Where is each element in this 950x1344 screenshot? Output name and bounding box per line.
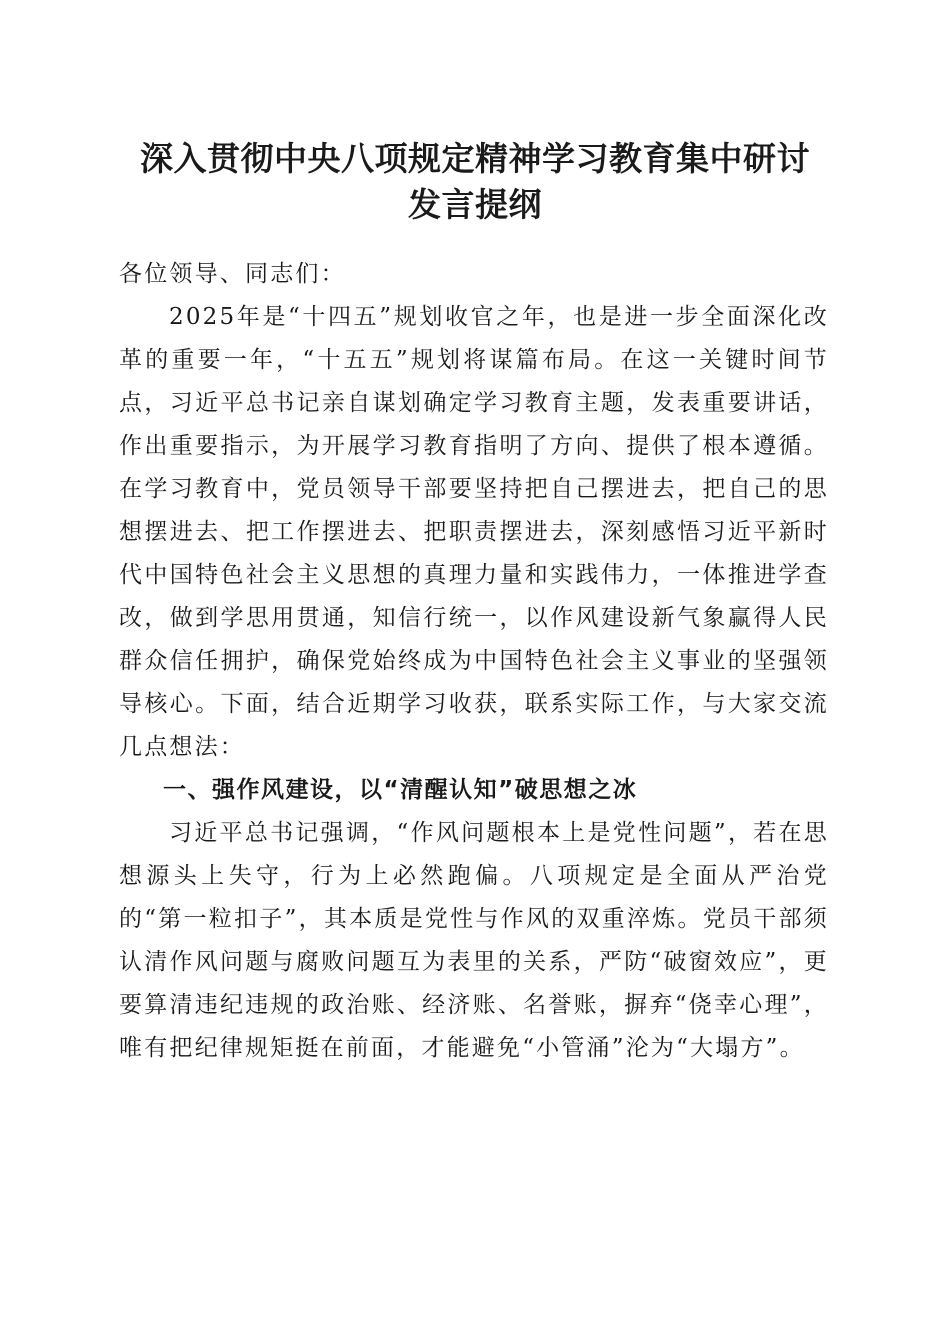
document-title xyxy=(110,136,840,228)
paragraph-section-1: 习近平总书记强调，“作风问题根本上是党性问题”，若在思想源头上失守，行为上必然跑偏。八项规定是全面从严治党的“第一粒扣子”，其本质是党性与作风的双重淬炼。党员干部须认清作风问题与腐败问题互为表里的关系，严防“破窗效应”，更要算清违纪违规的政治账、经济账、名誉账，摒弃“侥幸心理”，唯有把纪律规矩挺在前面，才能避免“小管涌”沦为“大塌方”。 xyxy=(119,820,829,1061)
title-line-1: 深入贯彻中央八项规定精神学习教育集中研讨 xyxy=(140,139,810,178)
title-line-2: 发言提纲 xyxy=(408,185,542,224)
salutation: 各位领导、同志们： xyxy=(119,261,346,287)
paragraph-intro: 2025年是“十四五”规划收官之年，也是进一步全面深化改革的重要一年，“十五五”规划将谋篇布局。在这一关键时间节点，习近平总书记亲自谋划确定学习教育主题，发表重要讲话，作出重要指示，为开展学习教育指明了方向、提供了根本遵循。在学习教育中，党员领导干部要坚持把自己摆进去，把自己的思想摆进去、把工作摆进去、把职责摆进去，深刻感悟习近平新时代中国特色社会主义思想的真理力量和实践伟力，一体推进学查改，做到学思用贯通，知信行统一，以作风建设新气象赢得人民群众信任拥护，确保党始终成为中国特色社会主义事业的坚强领导核心。下面，结合近期学习收获，联系实际工作，与大家交流几点想法： xyxy=(119,304,829,760)
section-heading-1: 一、强作风建设，以“清醒认知”破思想之冰 xyxy=(163,777,638,803)
document-body xyxy=(119,253,829,1070)
